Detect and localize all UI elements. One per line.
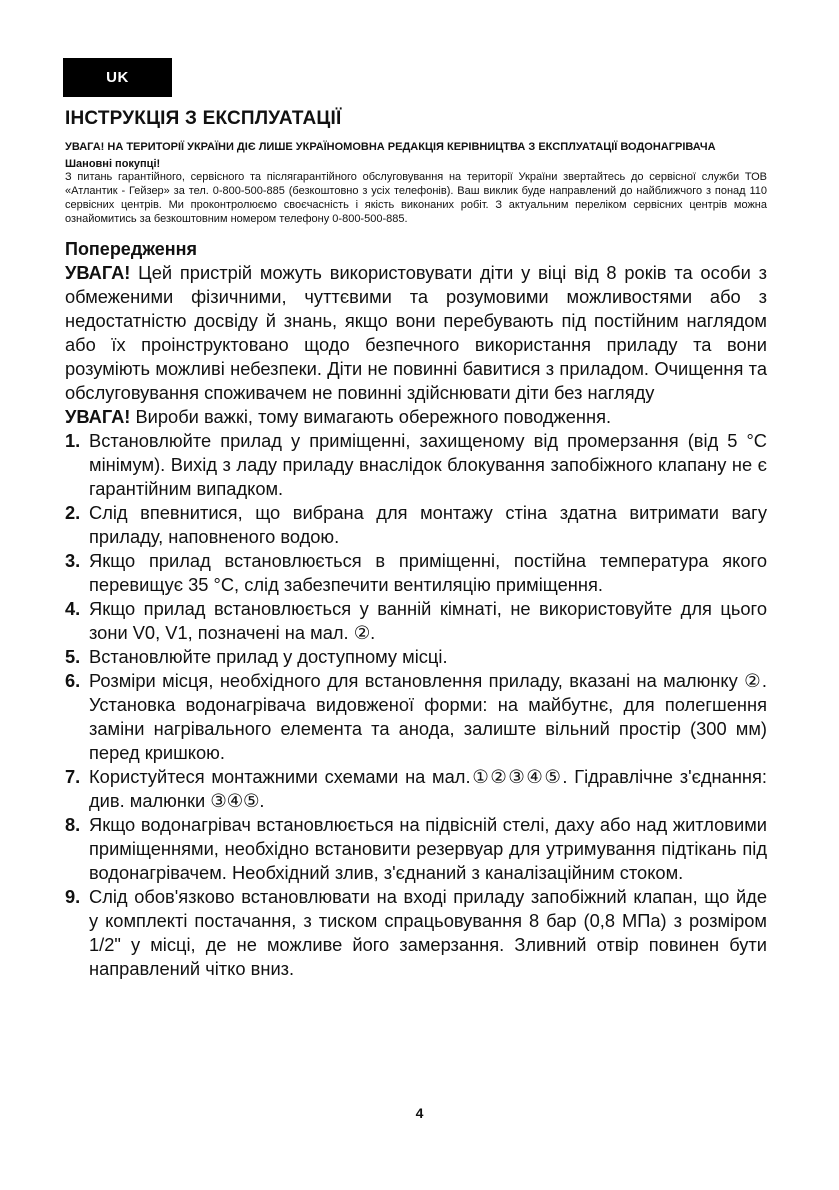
- warning-paragraph-2: [65, 405, 767, 429]
- item-text: Користуйтеся монтажними схемами на мал.①②③④⑤. Гідравлічне з'єднання: див. малюнки ③④⑤.: [89, 766, 767, 811]
- item-number: 7.: [65, 766, 81, 787]
- warning-paragraph-1: [65, 261, 767, 405]
- list-item: [65, 597, 767, 645]
- item-number: 8.: [65, 814, 81, 835]
- item-text: Якщо прилад встановлюється у ванній кімнаті, не використовуйте для цього зони V0, V1, позначені на мал. ②.: [89, 598, 767, 643]
- item-text: Слід впевнитися, що вибрана для монтажу стіна здатна витримати вагу приладу, наповненого водою.: [89, 502, 767, 547]
- item-number: 6.: [65, 670, 81, 691]
- page-title: ІНСТРУКЦІЯ З ЕКСПЛУАТАЦІЇ: [65, 108, 342, 129]
- list-item: [65, 501, 767, 549]
- item-text: Якщо водонагрівач встановлюється на підвісній стелі, даху або над житловими приміщеннями, необхідно встановити резервуар для утримування підтікань під водонагрівачем. Необхідний злив, з'єднаний з каналізаційним стоком.: [89, 814, 767, 883]
- list-item: [65, 645, 767, 669]
- list-item: [65, 765, 767, 813]
- list-item: [65, 429, 767, 501]
- list-item: [65, 885, 767, 981]
- warning-label: УВАГА!: [65, 262, 131, 283]
- item-text: Встановлюйте прилад у приміщенні, захищеному від промерзання (від 5 °C мінімум). Вихід з ладу приладу внаслідок блокування запобіжного клапану не є гарантійним випадком.: [89, 430, 767, 499]
- item-text: Встановлюйте прилад у доступному місці.: [89, 646, 448, 667]
- item-text: Розміри місця, необхідного для встановлення приладу, вказані на малюнку ②. Установка водонагрівача видовженої форми: на майбутнє, для полегшення заміни нагрівального елемента та анода, залиште вільний простір (300 мм) перед кришкою.: [89, 670, 767, 763]
- warning-text: Цей пристрій можуть використовувати діти у віці від 8 років та особи з обмеженими фізичними, чуттєвими та розумовими можливостями або з недостатністю досвіду й знань, якщо вони перебувають під постійним наглядом або їх проінструктовано щодо безпечного використання приладу та вони розуміють можливі небезпеки. Діти не повинні бавитися з приладом. Очищення та обслуговування споживачем не повинні здійснювати діти без нагляду: [65, 262, 767, 403]
- list-item: [65, 813, 767, 885]
- warnings-section: [65, 261, 767, 981]
- page-number: 4: [415, 1105, 424, 1121]
- greeting-text: З питань гарантійного, сервісного та післягарантійного обслуговування на території України звертайтесь до сервісної служби ТОВ «Атлантик - Гейзер» за тел. 0-800-500-885 (безкоштовно з усіх телефонів). Ваш виклик буде направлений до найближчого з понад 110 сервісних центрів. Ми проконтролюємо своєчасність і якість виконаних робіт. З актуальним переліком сервісних центрів можна ознайомитись за безкоштовним номером телефону 0-800-500-885.: [65, 171, 767, 225]
- warning-label: УВАГА!: [65, 406, 131, 427]
- list-item: [65, 669, 767, 765]
- item-text: Слід обов'язково встановлювати на вході приладу запобіжний клапан, що йде у комплекті постачання, з тиском спрацьовування 8 бар (0,8 МПа) з розміром 1/2" у місці, де не можливе його замерзання. Зливний отвір повинен бути направлений чітко вниз.: [89, 886, 767, 979]
- language-badge: UK: [63, 58, 172, 97]
- item-number: 5.: [65, 646, 81, 667]
- item-number: 4.: [65, 598, 81, 619]
- document-content: [65, 108, 767, 981]
- item-text: Якщо прилад встановлюється в приміщенні, постійна температура якого перевищує 35 °C, слід забезпечити вентиляцію приміщення.: [89, 550, 767, 595]
- language-notice: УВАГА! НА ТЕРИТОРІЇ УКРАЇНИ ДІЄ ЛИШЕ УКРАЇНОМОВНА РЕДАКЦІЯ КЕРІВНИЦТВА З ЕКСПЛУАТАЦІЇ ВОДОНАГРІВАЧА: [65, 141, 716, 153]
- greeting-title: Шановні покупці!: [65, 158, 161, 170]
- item-number: 9.: [65, 886, 81, 907]
- item-number: 1.: [65, 430, 81, 451]
- item-number: 2.: [65, 502, 81, 523]
- warning-text: Вироби важкі, тому вимагають обережного поводження.: [130, 406, 612, 427]
- warnings-title: Попередження: [65, 239, 198, 259]
- item-number: 3.: [65, 550, 81, 571]
- instructions-list: [65, 429, 767, 981]
- list-item: [65, 549, 767, 597]
